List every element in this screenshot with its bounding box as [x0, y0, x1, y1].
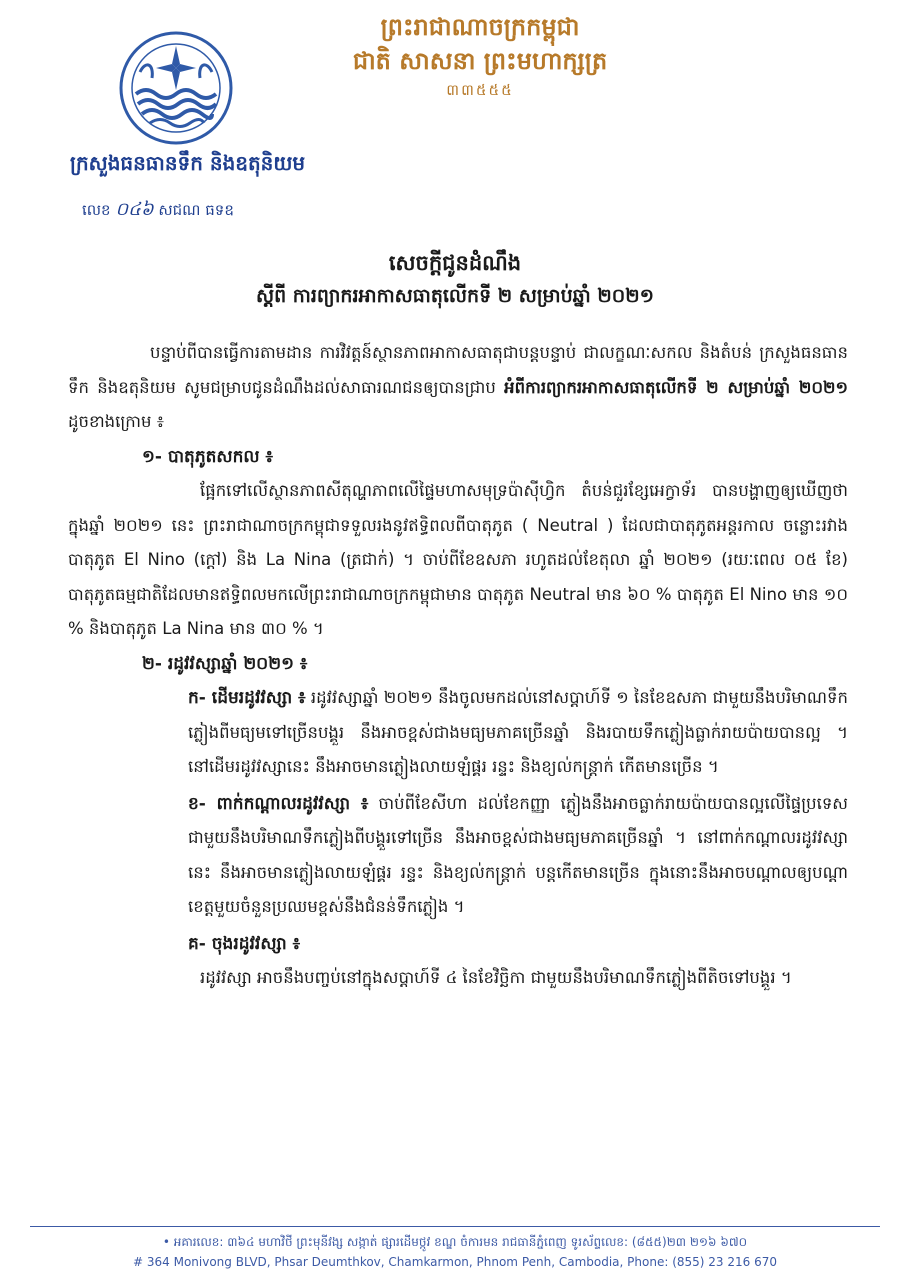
intro-paragraph [68, 336, 848, 440]
footer-address-khmer: • អគារលេខ: ៣៦៤ មហាវិថី ព្រះមុនីវង្ស សង្កាត់ ផ្សារដើមថ្កូវ ខណ្ឌ ចំការមន រាជធានីភ្នំពេញ ទូរស័ព្ទលេខ: (៨៥៥)២៣ ២១៦ ៦៧០ [162, 1235, 748, 1249]
section1-heading: ១- បាតុភូតសកល ៖ [142, 446, 273, 467]
section2-item-c [188, 927, 848, 962]
footer-address [30, 1232, 880, 1272]
motto-ornament: ៣៣៥៥៥ [446, 81, 514, 99]
motto-nation-religion-king: ជាតិ សាសនា ព្រះមហាក្សត្រ [352, 46, 608, 75]
ref-number: ០៤៦ [115, 199, 154, 220]
section2-heading: ២- រដូវវស្សាឆ្នាំ ២០២១ ៖ [142, 653, 308, 674]
ref-mid: សជណ [158, 201, 201, 219]
reference-number [82, 196, 342, 224]
seal-graphic [118, 30, 234, 146]
item-c-heading: គ- ចុងរដូវវស្សា ៖ [188, 933, 301, 954]
item-c-text: រដូវវស្សា អាចនឹងបញ្ចប់នៅក្នុងសប្ដាហ៍ទី ៤ នៃខែវិច្ឆិកា ជាមួយនឹងបរិមាណទឹកភ្លៀងពីតិចទៅបង្គួរ ។ [200, 968, 792, 987]
intro-text: បន្ទាប់ពីបានធ្វើការតាមដាន ការវិវត្តន៍ស្ថានភាពអាកាសធាតុជាបន្តបន្ទាប់ ជាលក្ខណៈសកល និងតំបន់ ក្រសួងធនធានទឹក និងឧតុនិយម សូមជម្រាបជូនដំណឹងដល់សាធារណជនឲ្យបានជ្រាប [68, 343, 848, 397]
document-title [150, 246, 760, 312]
item-b-text: ចាប់ពីខែសីហា ដល់ខែកញ្ញា ភ្លៀងនឹងអាចធ្លាក់រាយប៉ាយបានល្អលើផ្ទៃប្រទេស ជាមួយនឹងបរិមាណទឹកភ្លៀងពីបង្គួរទៅច្រើន នឹងអាចខ្ពស់ជាងមធ្យមភាគច្រើនឆ្នាំ ។ នៅពាក់កណ្ដាលរដូវវស្សានេះ នឹងអាចមានភ្លៀងលាយឡំផ្គរ រន្ទះ និងខ្យល់កន្ត្រាក់ បន្តកើតមានច្រើន ក្នុងនោះនឹងអាចបណ្ដាលឲ្យបណ្ដាខេត្តមួយចំនួនប្រឈមខ្ពស់នឹងជំនន់ទឹកភ្លៀង ។ [188, 793, 848, 916]
intro-tail: ដូចខាងក្រោម ៖ [68, 412, 164, 431]
national-motto [330, 10, 630, 102]
footer-address-english: # 364 Monivong BLVD, Phsar Deumthkov, Chamkarmon, Phnom Penh, Cambodia, Phone: (855) 23 216 670 [133, 1255, 777, 1269]
section2-item-a [188, 681, 848, 785]
ref-suffix: ធទឧ [205, 201, 234, 219]
section1-text: ផ្អែកទៅលើស្ថានភាពសីតុណ្ហភាពលើផ្ទៃមហាសមុទ្រប៉ាស៊ីហ្វិក តំបន់ជួរខ្សែអេក្វាទ័រ បានបង្ហាញឲ្យឃើញថា ក្នុងឆ្នាំ ២០២១ នេះ ព្រះរាជាណាចក្រកម្ពុជាទទួលរងនូវឥទ្ធិពលពីបាតុភូត ( Neutral ) ដែលជាបាតុភូតអន្តរកាល ចន្លោះរវាងបាតុភូត El Nino (ក្ដៅ) និង La Nina (ត្រជាក់) ។ ចាប់ពីខែឧសភា រហូតដល់ខែតុលា ឆ្នាំ ២០២១ (រយៈពេល ០៥ ខែ) បាតុភូតធម្មជាតិដែលមានឥទ្ធិពលមកលើព្រះរាជាណាចក្រកម្ពុជាមាន បាតុភូត Neutral មាន ៦០ % បាតុភូត El Nino មាន ១០ % និងបាតុភូត La Nina មាន ៣០ % ។ [68, 481, 848, 638]
item-a-text: រដូវវស្សាឆ្នាំ ២០២១ នឹងចូលមកដល់នៅសប្ដាហ៍ទី ១ នៃខែឧសភា ជាមួយនឹងបរិមាណទឹកភ្លៀងពីមធ្យមទៅច្រើនបង្គួរ នឹងអាចខ្ពស់ជាងមធ្យមភាគច្រើនឆ្នាំ និងរបាយទឹកភ្លៀងធ្លាក់រាយប៉ាយបានល្អ ។ នៅដើមរដូវវស្សានេះ នឹងអាចមានភ្លៀងលាយឡំផ្គរ រន្ទះ និងខ្យល់កន្ត្រាក់ កើតមានច្រើន ។ [188, 688, 848, 776]
title-subject: ស្ដីពី ការព្យាករអាកាសធាតុលើកទី ២ សម្រាប់ឆ្នាំ ២០២១ [256, 285, 654, 307]
item-a-heading: ក- ដើមរដូវវស្សា ៖ [188, 688, 306, 708]
ministry-name: ក្រសួងធនធានទឹក និងឧតុនិយម [70, 151, 306, 175]
title-announcement: សេចក្ដីជូនដំណឹង [388, 251, 522, 275]
ministry-seal-icon [118, 30, 234, 146]
motto-kingdom: ព្រះរាជាណាចក្រកម្ពុជា [380, 12, 580, 41]
ref-label: លេខ [82, 201, 111, 219]
intro-bold-text: អំពីការព្យាករអាកាសធាតុលើកទី ២ សម្រាប់ឆ្នាំ ២០២១ [504, 377, 849, 397]
section2-item-b [188, 787, 848, 925]
section1-paragraph [68, 474, 848, 647]
item-c-paragraph [200, 961, 848, 996]
footer-divider [30, 1226, 880, 1227]
item-b-heading: ខ- ពាក់កណ្ដាលរដូវវស្សា ៖ [188, 793, 369, 814]
document-body [68, 336, 848, 996]
